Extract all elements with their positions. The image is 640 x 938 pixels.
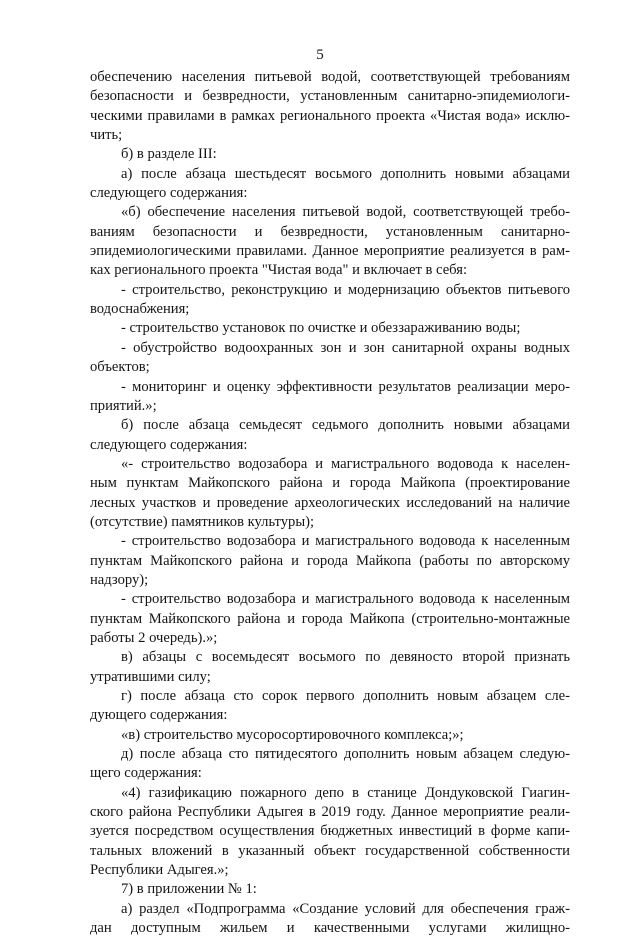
- text-line: «4) газификацию пожарного депо в станице Дондуковской Гиагин-: [121, 784, 570, 801]
- text-line: а) после абзаца шестьдесят восьмого дополнить новыми абзацами: [121, 165, 570, 182]
- text-line: а) раздел «Подпрограмма «Создание условий для обеспечения граж-: [121, 900, 570, 917]
- text-line: тальных вложений в указанный объект государственной собственности: [90, 842, 570, 859]
- text-line: следующего содержания:: [90, 185, 248, 202]
- text-line: - строительство водозабора и магистрального водовода к населенным: [121, 533, 570, 550]
- text-line: - строительство водозабора и магистрального водовода к населенным: [121, 591, 570, 608]
- document-body-text: [90, 68, 570, 938]
- text-line: приятий.»;: [90, 397, 157, 414]
- text-line: надзору);: [90, 571, 149, 588]
- text-line: - строительство, реконструкцию и модернизацию объектов питьевого: [121, 281, 570, 298]
- text-line: чить;: [90, 127, 123, 144]
- text-line: ках регионального проекта "Чистая вода" и включает в себя:: [90, 262, 468, 279]
- text-line: - обустройство водоохранных зон и зон санитарной охраны водных: [121, 339, 570, 356]
- text-line: ваниям безопасности и безвредности, установленным санитарно-: [90, 223, 570, 240]
- text-line: щего содержания:: [90, 765, 202, 782]
- page-number: 5: [316, 47, 324, 63]
- text-line: б) после абзаца семьдесят седьмого дополнить новыми абзацами: [121, 417, 570, 434]
- text-line: водоснабжения;: [90, 301, 190, 318]
- text-line: «- строительство водозабора и магистрального водовода к населен-: [121, 455, 570, 472]
- text-line: ского района Республики Адыгея в 2019 году. Данное мероприятие реали-: [90, 804, 570, 821]
- text-line: обеспечению населения питьевой водой, соответствующей требованиям: [90, 69, 570, 85]
- text-line: - строительство установок по очистке и обеззараживанию воды;: [121, 320, 521, 337]
- text-line: ческими правилами в рамках регионального проекта «Чистая вода» исклю-: [90, 107, 570, 124]
- text-line: 7) в приложении № 1:: [121, 881, 257, 898]
- text-line: - мониторинг и оценку эффективности результатов реализации меро-: [121, 378, 570, 395]
- text-line: утратившими силу;: [90, 668, 211, 685]
- text-line: д) после абзаца сто пятидесятого дополнить новым абзацем следую-: [121, 746, 570, 763]
- text-line: пунктам Майкопского района и города Майкопа (строительно-монтажные: [90, 610, 570, 627]
- text-line: г) после абзаца сто сорок первого дополнить новым абзацем сле-: [121, 688, 570, 704]
- text-line: эпидемиологическими правилами. Данное мероприятие реализуется в рам-: [90, 243, 570, 260]
- text-line: (отсутствие) памятников культуры);: [90, 513, 315, 530]
- text-line: объектов;: [90, 359, 150, 376]
- text-line: ным пунктам Майкопского района и города Майкопа (проектирование: [90, 475, 570, 492]
- text-line: «в) строительство мусоросортировочного комплекса;»;: [121, 726, 464, 743]
- text-line: Республики Адыгея.»;: [90, 862, 229, 879]
- text-line: зуется посредством осуществления бюджетных инвестиций в форме капи-: [90, 823, 570, 840]
- text-line: следующего содержания:: [90, 436, 248, 453]
- text-line: лесных участков и проведение археологических исследований на наличие: [90, 494, 570, 511]
- text-line: дан доступным жильем и качественными услугами жилищно-: [90, 920, 570, 937]
- text-line: «б) обеспечение населения питьевой водой, соответствующей требо-: [121, 204, 570, 221]
- text-line: дующего содержания:: [90, 707, 228, 724]
- text-line: в) абзацы с восемьдесят восьмого по девяносто второй признать: [121, 649, 570, 666]
- text-line: работы 2 очередь).»;: [90, 629, 218, 646]
- text-line: б) в разделе III:: [121, 146, 217, 163]
- text-line: безопасности и безвредности, установленным санитарно-эпидемиологи-: [90, 88, 570, 105]
- text-line: пунктам Майкопского района и города Майкопа (работы по авторскому: [90, 552, 570, 569]
